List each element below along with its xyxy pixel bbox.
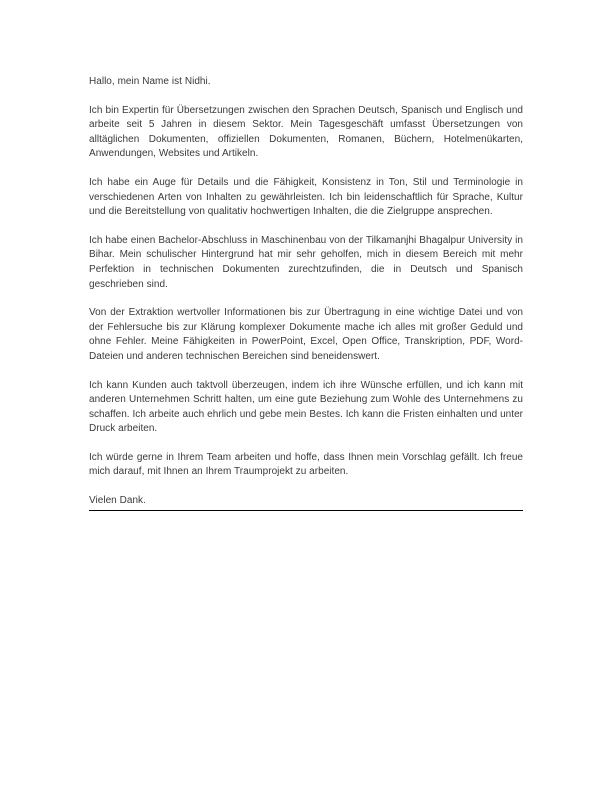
- paragraph-expertise: Ich bin Expertin für Übersetzungen zwischen den Sprachen Deutsch, Spanisch und Englisch und arbeite seit 5 Jahren in diesem Sektor. Mein Tagesgeschäft umfasst Übersetzungen von alltäglichen Dokumenten, offiziellen Dokumenten, Romanen, Büchern, Hotelmenükarten, Anwendungen, Websites und Artikeln.: [89, 104, 523, 160]
- paragraph-closing-statement: Ich würde gerne in Ihrem Team arbeiten und hoffe, dass Ihnen mein Vorschlag gefällt. Ich freue mich darauf, mit Ihnen an Ihrem Traumprojekt zu arbeiten.: [89, 451, 523, 478]
- paragraph-soft-skills: Ich kann Kunden auch taktvoll überzeugen, indem ich ihre Wünsche erfüllen, und ich kann mit anderen Unternehmen Schritt halten, um eine gute Beziehung zum Wohle des Unternehmens zu schaffen. Ich arbeite auch ehrlich und gebe mein Bestes. Ich kann die Fristen einhalten und unter Druck arbeiten.: [89, 379, 523, 435]
- paragraph-sign-off: Vielen Dank.: [89, 495, 146, 507]
- paragraph-education: Ich habe einen Bachelor-Abschluss in Maschinenbau von der Tilkamanjhi Bhagalpur University in Bihar. Mein schulischer Hintergrund hat mir sehr geholfen, mich in diesem Bereich mit mehr Perfektion in technischen Dokumenten zurechtzufinden, die in Deutsch und Spanisch geschrieben sind.: [89, 234, 523, 290]
- paragraph-greeting: Hallo, mein Name ist Nidhi.: [89, 76, 211, 87]
- paragraph-skills-detail: Ich habe ein Auge für Details und die Fähigkeit, Konsistenz in Ton, Stil und Terminologie in verschiedenen Arten von Inhalten zu gewährleisten. Ich bin leidenschaftlich für Sprache, Kultur und die Bereitstellung von qualitativ hochwertigen Inhalten, die die Zielgruppe ansprechen.: [89, 176, 523, 218]
- paragraph-technical-skills: Von der Extraktion wertvoller Informationen bis zur Übertragung in eine wichtige Datei und von der Fehlersuche bis zur Klärung komplexer Dokumente mache ich alles mit großer Geduld und ohne Fehler. Meine Fähigkeiten in PowerPoint, Excel, Open Office, Transkription, PDF, Word-Dateien und anderen technischen Bereichen sind beneidenswert.: [89, 307, 523, 362]
- letter-body: [89, 75, 523, 511]
- signature-rule: [89, 510, 523, 511]
